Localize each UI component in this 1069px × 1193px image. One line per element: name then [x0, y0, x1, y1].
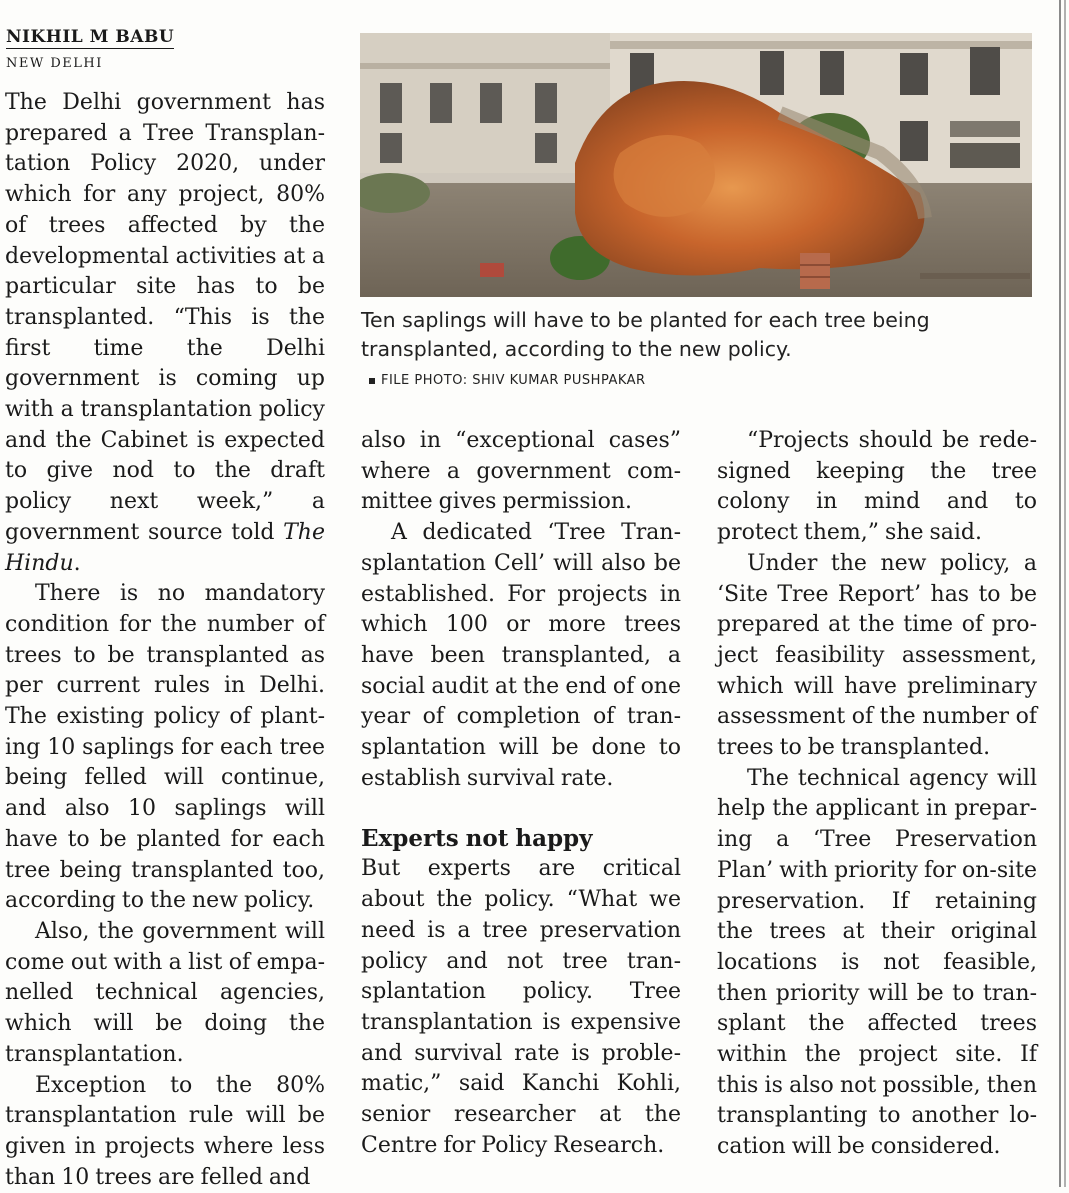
article-column-2: [361, 426, 681, 1161]
article-column-1: [5, 88, 325, 1193]
photo-caption: Ten saplings will have to be planted for each tree being transplanted, according to the new policy.: [361, 306, 1033, 364]
article-paragraph: A dedicated ‘Tree Transplantation Cell’ will also be established. For projects in which 100 or more trees have been transplanted, a social audit at the end of one year of completion of transplantation will be done to establish survival rate.: [361, 518, 681, 794]
article-paragraph: [5, 88, 325, 579]
publication-name: The Hindu: [5, 520, 325, 576]
article-paragraph: There is no mandatory condition for the number of trees to be transplanted as per current rules in Delhi. The existing policy of planting 10 saplings for each tree being felled will continue, and also 10 saplings will have to be planted for each tree being transplanted too, according to the new policy.: [5, 579, 325, 917]
article-paragraph: The technical agency will help the applicant in preparing a ‘Tree Preservation Plan’ with priority for on-site preservation. If retaining the trees at their original locations is not feasible, then priority will be to transplant the affected trees within the project site. If this is also not possible, then transplanting to another location will be considered.: [717, 764, 1037, 1163]
article-paragraph: Exception to the 80% transplantation rule will be given in projects where less than 10 trees are felled and: [5, 1071, 325, 1193]
article-paragraph: Under the new policy, a ‘Site Tree Report’ has to be prepared at the time of project feasibility assessment, which will have preliminary assessment of the number of trees to be transplanted.: [717, 549, 1037, 764]
photo-credit-text: FILE PHOTO: SHIV KUMAR PUSHPAKAR: [381, 373, 646, 388]
paragraph-text: .: [74, 551, 81, 576]
bullet-square-icon: [369, 378, 375, 384]
section-subheading: Experts not happy: [361, 824, 681, 854]
article-photo: [360, 33, 1032, 297]
byline-author: NIKHIL M BABU: [6, 27, 174, 49]
paragraph-text: The Delhi government has prepared a Tree Transplantation Policy 2020, under which for any project, 80% of trees affected by the developmental activities at a particular site has to be transplanted. “This is the first time the Delhi government is coming up with a transplantation policy and the Cabinet is expected to give nod to the draft policy next week,” a government source told: [5, 90, 325, 545]
article-paragraph: “Projects should be redesigned keeping the tree colony in mind and to protect them,” she said.: [717, 426, 1037, 549]
byline-location: NEW DELHI: [6, 56, 103, 71]
column-rule: [1059, 0, 1061, 1187]
article-paragraph: Also, the government will come out with a list of empanelled technical agencies, which will be doing the transplantation.: [5, 917, 325, 1071]
photo-credit: [369, 373, 646, 388]
article-paragraph: also in “exceptional cases” where a government committee gives permission.: [361, 426, 681, 518]
article-column-3: [717, 426, 1037, 1163]
column-rule: [1064, 0, 1066, 1187]
felled-tree-image: [360, 33, 1032, 297]
article-paragraph: But experts are critical about the policy. “What we need is a tree preservation policy and not tree transplantation policy. Tree transplantation is expensive and survival rate is problematic,” said Kanchi Kohli, senior researcher at the Centre for Policy Research.: [361, 854, 681, 1161]
